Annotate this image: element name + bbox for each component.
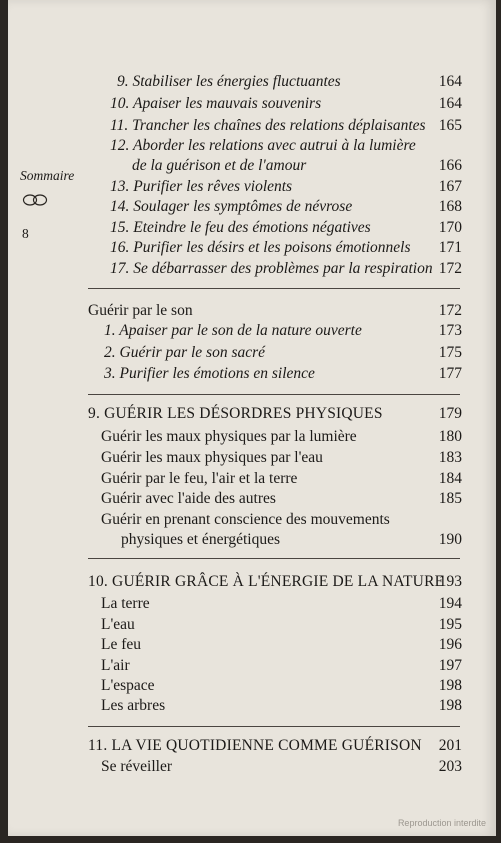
entry-page: 190 [438, 531, 462, 548]
entry-page: 170 [438, 219, 462, 236]
entry-page: 196 [438, 636, 462, 653]
entry-page: 167 [438, 178, 462, 195]
entry-title: 14. Soulager les symptômes de névrose [110, 198, 353, 215]
entry-title: Les arbres [101, 697, 166, 714]
entry-title: 10. GUÉRIR GRÂCE À L'ÉNERGIE DE LA NATURE [88, 573, 445, 590]
entry-title: Guérir les maux physiques par l'eau [101, 449, 323, 466]
entry-title: 1. Apaiser par le son de la nature ouverte [104, 322, 362, 339]
entry-page: 172 [438, 302, 462, 319]
toc-entry [8, 428, 494, 450]
entry-title: 10. Apaiser les mauvais souvenirs [110, 95, 322, 112]
chapter-heading [8, 737, 494, 759]
toc-entry [8, 198, 494, 220]
toc-entry [8, 449, 494, 471]
entry-page: 172 [438, 260, 462, 277]
toc-entry [8, 95, 494, 117]
entry-title: Guérir les maux physiques par la lumière [101, 428, 357, 445]
entry-title: La terre [101, 595, 150, 612]
toc-entry [8, 239, 494, 261]
entry-title: 9. Stabiliser les énergies fluctuantes [117, 73, 341, 90]
running-head: Sommaire [20, 168, 75, 183]
entry-title: 9. GUÉRIR LES DÉSORDRES PHYSIQUES [88, 405, 383, 422]
entry-page: 165 [438, 117, 462, 134]
entry-title: Guérir avec l'aide des autres [101, 490, 276, 507]
entry-title: Guérir par le feu, l'air et la terre [101, 470, 298, 487]
entry-title: L'eau [101, 616, 135, 633]
entry-title: 11. LA VIE QUOTIDIENNE COMME GUÉRISON [88, 737, 422, 754]
section-rule [88, 726, 460, 727]
toc-entry [8, 636, 494, 658]
entry-title: L'air [101, 657, 130, 674]
toc-entry [8, 117, 494, 139]
entry-title: L'espace [101, 677, 155, 694]
toc-entry [8, 616, 494, 638]
entry-page: 197 [438, 657, 462, 674]
toc-entry [8, 511, 494, 533]
chapter-heading [8, 573, 494, 595]
entry-page: 166 [438, 157, 462, 174]
toc-entry [8, 531, 494, 553]
entry-page: 164 [438, 95, 462, 112]
entry-page: 195 [438, 616, 462, 633]
entry-title: Guérir en prenant conscience des mouvements [101, 511, 390, 528]
toc-entry [8, 758, 494, 780]
entry-page: 171 [438, 239, 462, 256]
toc-entry [8, 322, 494, 344]
toc-entry [8, 677, 494, 699]
toc-entry [8, 178, 494, 200]
toc-entry [8, 490, 494, 512]
toc-entry [8, 219, 494, 241]
entry-title: Se réveiller [101, 758, 173, 775]
entry-title: 13. Purifier les rêves violents [110, 178, 293, 195]
toc-entry [8, 657, 494, 679]
entry-page: 194 [438, 595, 462, 612]
entry-page: 203 [438, 758, 462, 775]
toc-entry [8, 157, 494, 179]
entry-page: 198 [438, 697, 462, 714]
entry-page: 184 [438, 470, 462, 487]
entry-title: 12. Aborder les relations avec autrui à la lumière [110, 137, 416, 154]
toc-entry [8, 344, 494, 366]
section-rule [88, 288, 460, 289]
entry-page: 180 [438, 428, 462, 445]
entry-title: Guérir par le son [88, 302, 193, 319]
page-folio: 8 [22, 226, 29, 241]
entry-page: 185 [438, 490, 462, 507]
toc-entry [8, 365, 494, 387]
entry-page: 198 [438, 677, 462, 694]
entry-title: 2. Guérir par le son sacré [104, 344, 266, 361]
toc-entry [8, 470, 494, 492]
toc-entry [8, 595, 494, 617]
entry-page: 201 [438, 737, 462, 754]
book-page [8, 0, 496, 836]
toc-entry [8, 137, 494, 159]
entry-page: 168 [438, 198, 462, 215]
entry-title: 3. Purifier les émotions en silence [104, 365, 315, 382]
section-rule [88, 394, 460, 395]
entry-title: 11. Trancher les chaînes des relations déplaisantes [110, 117, 426, 134]
toc-entry [8, 302, 494, 324]
entry-page: 173 [438, 322, 462, 339]
entry-title: Le feu [101, 636, 142, 653]
entry-title: physiques et énergétiques [121, 531, 280, 548]
toc-entry [8, 697, 494, 719]
entry-page: 179 [438, 405, 462, 422]
entry-title: 17. Se débarrasser des problèmes par la respiration [110, 260, 433, 277]
entry-title: 16. Purifier les désirs et les poisons émotionnels [110, 239, 411, 256]
section-rule [88, 558, 460, 559]
chapter-heading [8, 405, 494, 427]
entry-page: 164 [438, 73, 462, 90]
entry-title: de la guérison et de l'amour [132, 157, 307, 174]
toc-entry [8, 73, 494, 95]
entry-page: 193 [438, 573, 462, 590]
entry-page: 177 [438, 365, 462, 382]
entry-page: 175 [438, 344, 462, 361]
watermark: Reproduction interdite [397, 818, 486, 828]
toc-entry [8, 260, 494, 282]
entry-title: 15. Eteindre le feu des émotions négatives [110, 219, 371, 236]
entry-page: 183 [438, 449, 462, 466]
